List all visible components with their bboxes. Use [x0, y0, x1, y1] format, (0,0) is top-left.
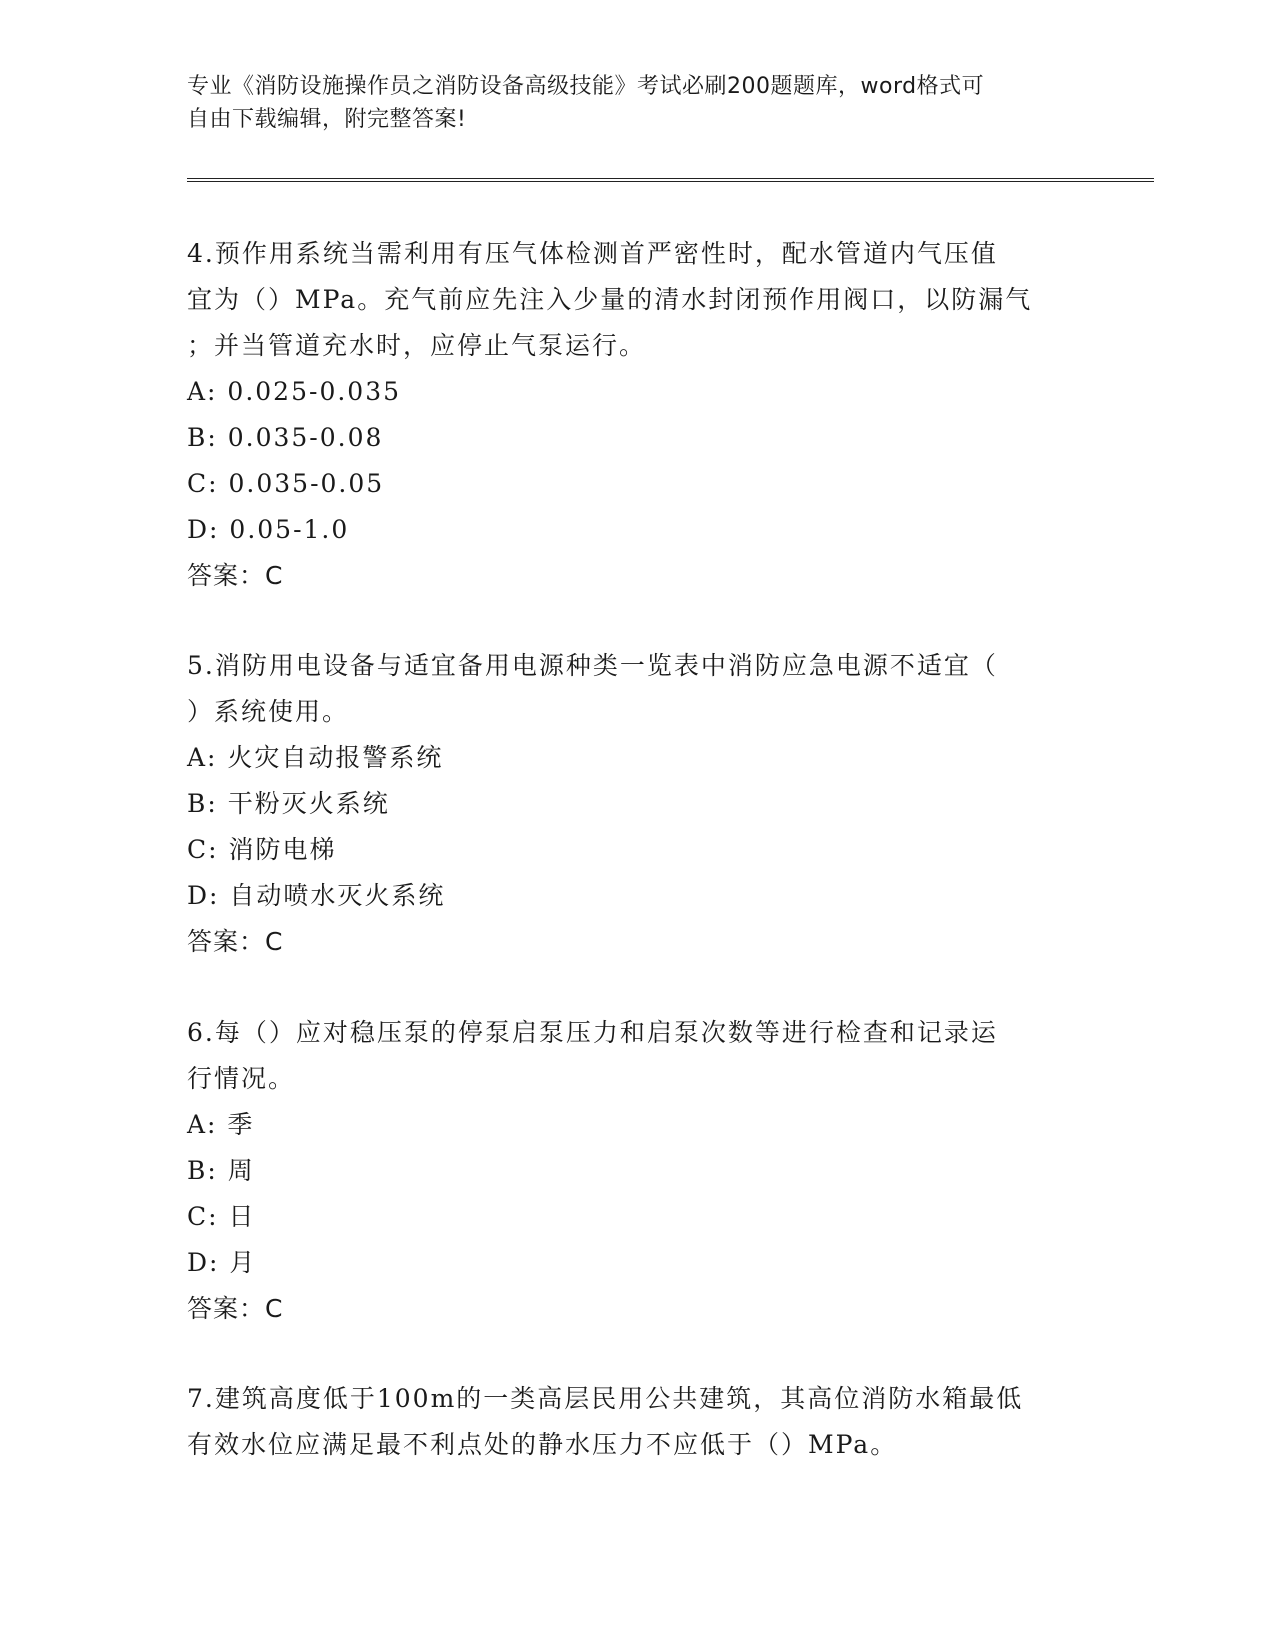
option-d: D: 自动喷水灭火系统: [187, 881, 446, 910]
page-header: [187, 70, 1077, 136]
question-text-line: 6.每（）应对稳压泵的停泵启泵压力和启泵次数等进行检查和记录运: [187, 1018, 998, 1047]
question-text-line: 5.消防用电设备与适宜备用电源种类一览表中消防应急电源不适宜（: [187, 651, 998, 680]
option-d: D: 0.05-1.0: [187, 515, 350, 544]
option-b: B: 干粉灭火系统: [187, 789, 390, 818]
option-b: B: 0.035-0.08: [187, 423, 384, 452]
header-divider: [187, 178, 1154, 182]
question-6: [187, 1010, 1087, 1332]
question-5: [187, 643, 1087, 965]
header-line-2: 自由下载编辑，附完整答案!: [187, 107, 467, 132]
option-c: C: 消防电梯: [187, 835, 337, 864]
answer: 答案：C: [187, 1294, 284, 1323]
question-text-line: 宜为（）MPa。充气前应先注入少量的清水封闭预作用阀口，以防漏气: [187, 285, 1033, 314]
option-a: A: 0.025-0.035: [187, 377, 402, 406]
option-d: D: 月: [187, 1248, 257, 1277]
option-c: C: 0.035-0.05: [187, 469, 385, 498]
question-text-line: 行情况。: [187, 1064, 296, 1093]
answer: 答案：C: [187, 927, 284, 956]
question-text-line: 有效水位应满足最不利点处的静水压力不应低于（）MPa。: [187, 1430, 898, 1459]
question-text-line: 4.预作用系统当需利用有压气体检测首严密性时，配水管道内气压值: [187, 239, 998, 268]
question-text-line: ；并当管道充水时，应停止气泵运行。: [187, 331, 647, 360]
answer: 答案：C: [187, 561, 284, 590]
question-4: [187, 231, 1087, 599]
question-7: [187, 1376, 1087, 1468]
header-line-1: 专业《消防设施操作员之消防设备高级技能》考试必刷200题题库，word格式可: [187, 74, 985, 99]
option-a: A: 季: [187, 1110, 255, 1139]
question-text-line: ）系统使用。: [187, 697, 350, 726]
option-b: B: 周: [187, 1156, 255, 1185]
option-c: C: 日: [187, 1202, 256, 1231]
option-a: A: 火灾自动报警系统: [187, 743, 444, 772]
question-text-line: 7.建筑高度低于100m的一类高层民用公共建筑，其高位消防水箱最低: [187, 1384, 1024, 1413]
